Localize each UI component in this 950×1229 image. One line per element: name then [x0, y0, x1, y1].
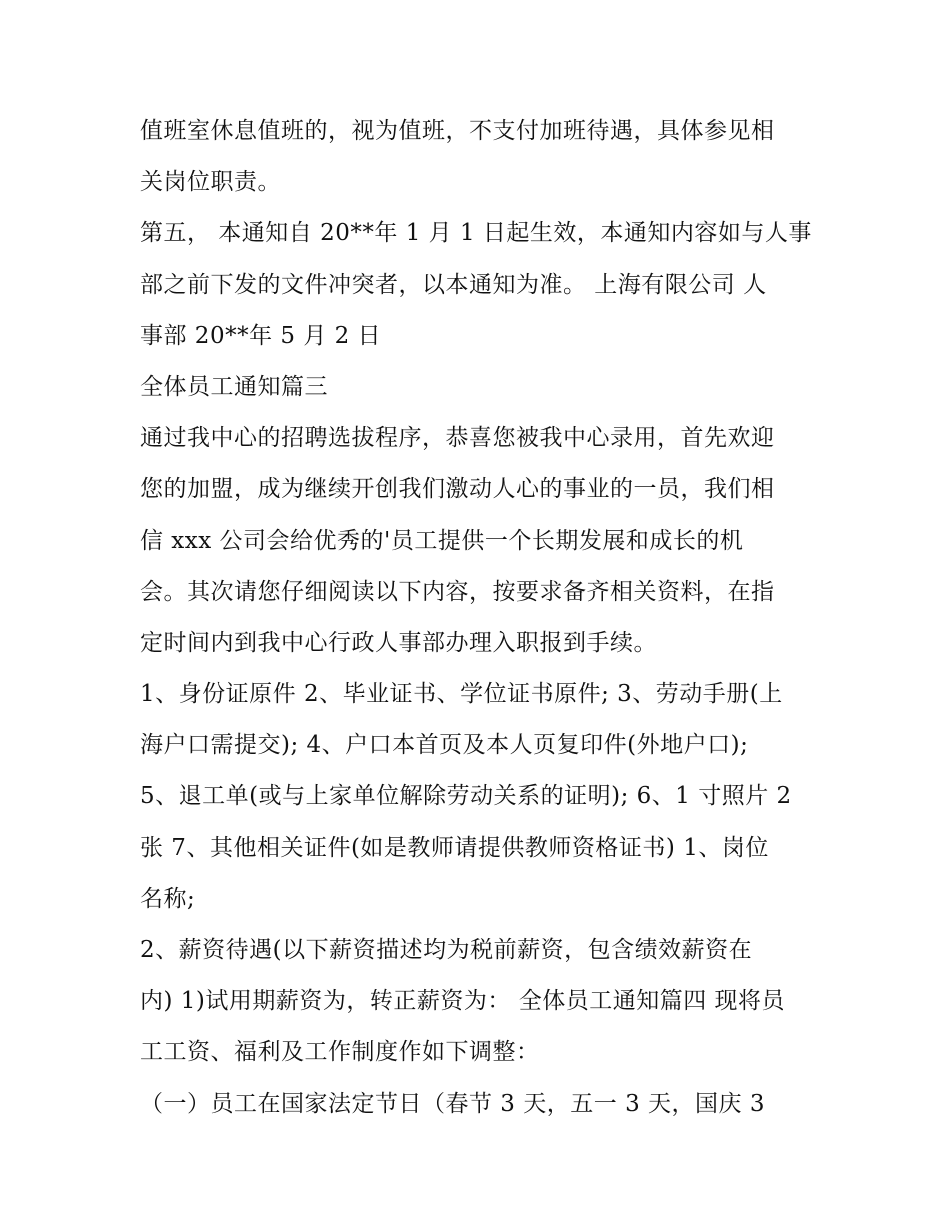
text-line: 定时间内到我中心行政人事部办理入职报到手续。: [140, 629, 657, 656]
text-line: 事部 20**年 5 月 2 日: [140, 322, 382, 349]
text-line: 2、薪资待遇(以下薪资描述均为税前薪资，包含绩效薪资在: [140, 937, 753, 963]
text-line: 名称;: [140, 885, 196, 912]
text-line: 第五， 本通知自 20**年 1 月 1 日起生效，本通知内容如与人事: [140, 220, 812, 247]
text-line: 1、身份证原件 2、毕业证书、学位证书原件; 3、劳动手册(上: [140, 681, 783, 708]
text-line: 海户口需提交); 4、户口本首页及本人页复印件(外地户口);: [140, 732, 749, 759]
text-line: 内) 1)试用期薪资为，转正薪资为： 全体员工通知篇四 现将员: [140, 988, 786, 1015]
text-line: 通过我中心的招聘选拔程序，恭喜您被我中心录用，首先欢迎: [140, 425, 775, 452]
text-line: 张 7、其他相关证件(如是教师请提供教师资格证书) 1、岗位: [140, 834, 769, 861]
text-line: 会。其次请您仔细阅读以下内容，按要求备齐相关资料，在指: [140, 578, 775, 605]
text-line: 您的加盟，成为继续开创我们激动人心的事业的一员，我们相: [140, 476, 775, 503]
document-body: [140, 106, 830, 1130]
text-line: 5、退工单(或与上家单位解除劳动关系的证明); 6、1 寸照片 2: [140, 783, 792, 810]
text-line: 关岗位职责。: [140, 169, 281, 196]
text-line: 信 xxx 公司会给优秀的'员工提供一个长期发展和成长的机: [140, 527, 744, 554]
text-line: （一）员工在国家法定节日（春节 3 天，五一 3 天，国庆 3: [140, 1090, 765, 1117]
text-line: 工工资、福利及工作制度作如下调整：: [140, 1039, 540, 1066]
section-heading: 全体员工通知篇三: [140, 373, 328, 400]
text-line: 部之前下发的文件冲突者，以本通知为准。 上海有限公司 人: [140, 271, 767, 298]
text-line: 值班室休息值班的，视为值班，不支付加班待遇，具体参见相: [140, 118, 775, 144]
